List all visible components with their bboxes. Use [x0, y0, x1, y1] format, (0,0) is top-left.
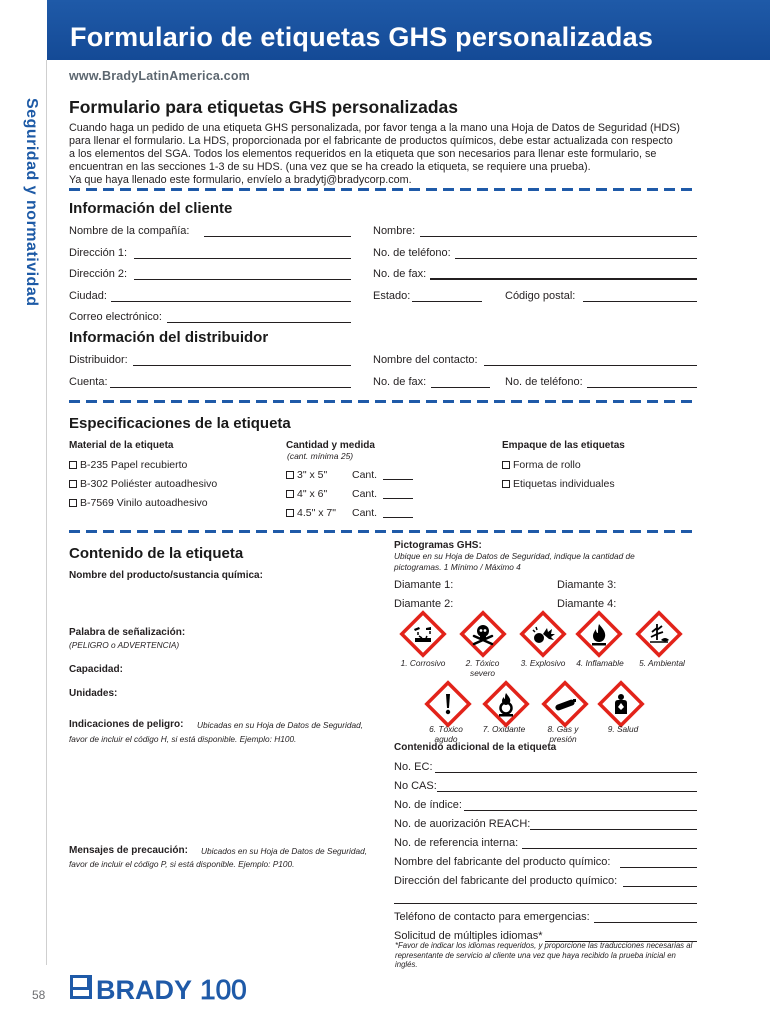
ec-label: No. EC: — [394, 761, 433, 773]
size-option-label: 3" x 5" — [297, 469, 328, 481]
diamond4-label[interactable]: Diamante 4: — [557, 598, 617, 610]
pictogram-caption: 3. Explosivo — [520, 658, 566, 668]
size-option[interactable] — [286, 507, 336, 519]
flame-icon[interactable] — [575, 610, 623, 658]
checkbox[interactable] — [502, 480, 510, 488]
signal-word-label: Palabra de señalización: — [69, 627, 186, 638]
account-label: Cuenta: — [69, 376, 108, 388]
pictograms-note: pictogramas. 1 Mínimo / Máximo 4 — [394, 562, 521, 572]
zip-field[interactable] — [583, 301, 697, 302]
section-divider — [69, 188, 697, 191]
intro-line: Cuando haga un pedido de una etiqueta GHS personalizada, por favor tenga a la mano una Hoja de Datos de Seguridad (HDS) — [69, 122, 681, 134]
environment-icon[interactable] — [635, 610, 683, 658]
fax-label: No. de fax: — [373, 268, 427, 280]
reference-label: No. de referencia interna: — [394, 837, 519, 849]
phone-label: No. de teléfono: — [373, 247, 451, 259]
distributor-label: Distribuidor: — [69, 354, 128, 366]
city-label: Ciudad: — [69, 290, 107, 302]
pictograms-note: Ubique en su Hoja de Datos de Seguridad, indique la cantidad de — [394, 551, 635, 561]
company-field[interactable] — [204, 236, 351, 237]
material-option-label: B-302 Poliéster autoadhesivo — [80, 478, 218, 490]
material-header: Material de la etiqueta — [69, 440, 174, 451]
contact-label: Nombre del contacto: — [373, 354, 478, 366]
material-option[interactable] — [69, 478, 217, 490]
page-number: 58 — [32, 988, 46, 1002]
skull-crossbones-icon[interactable] — [459, 610, 507, 658]
size-header: Cantidad y medida — [286, 440, 375, 451]
cas-label: No CAS: — [394, 780, 437, 792]
intro-line: a los elementos del SGA. Todos los elementos requeridos en la etiqueta que son necesarios para llenar este formulario, se — [69, 148, 657, 160]
email-label: Correo electrónico: — [69, 311, 162, 323]
form-title: Formulario para etiquetas GHS personalizadas — [69, 97, 458, 117]
manufacturer-address-field-2[interactable] — [394, 903, 697, 904]
packaging-option-label: Etiquetas individuales — [513, 478, 615, 490]
size-option[interactable] — [286, 469, 327, 481]
zip-label: Código postal: — [505, 290, 576, 302]
phone-field[interactable] — [455, 258, 697, 259]
size-option-label: 4.5" x 7" — [297, 507, 336, 519]
sidebar-divider — [46, 60, 47, 965]
size-option-label: 4" x 6" — [297, 488, 328, 500]
qty-label: Cant. — [352, 469, 378, 481]
fax-field[interactable] — [430, 278, 697, 280]
index-field[interactable] — [464, 810, 697, 811]
state-field[interactable] — [412, 301, 482, 302]
company-label: Nombre de la compañía: — [69, 225, 190, 237]
intro-line: Ya que haya llenado este formulario, envíelo a bradytj@bradycorp.com. — [69, 174, 412, 186]
precaution-label: Mensajes de precaución: — [69, 845, 188, 856]
distributor-info-title: Información del distribuidor — [69, 329, 269, 346]
index-label: No. de índice: — [394, 799, 462, 811]
distributor-phone-label: No. de teléfono: — [505, 376, 583, 388]
brand-anniversary: 100 — [200, 974, 247, 1005]
intro-line: encuentran en las secciones 1-3 de su HDS. (una vez que se ha creado la etiqueta, se requiere una prueba). — [69, 161, 591, 173]
packaging-header: Empaque de las etiquetas — [502, 440, 625, 451]
page-title: Formulario de etiquetas GHS personalizadas — [70, 22, 654, 52]
intro-paragraph — [69, 122, 694, 187]
sidebar-label: Seguridad y normatividad — [23, 98, 40, 307]
pictogram-caption: 8. Gas y presión — [547, 724, 579, 744]
pictograms-title: Pictogramas GHS: — [394, 540, 482, 551]
contact-field[interactable] — [484, 365, 697, 366]
website-link[interactable]: www.BradyLatinAmerica.com — [69, 69, 250, 83]
manufacturer-address-label: Dirección del fabricante del producto químico: — [394, 875, 618, 887]
address2-field[interactable] — [134, 279, 351, 280]
precaution-note: favor de incluir el código P, si está disponible. Ejemplo: P100. — [69, 859, 295, 869]
material-option[interactable] — [69, 459, 187, 471]
languages-footnote: *Favor de indicar los idiomas requeridos, y proporcione las traducciones necesarias al representante de servicio al cliente una vez que haya recibido la prueba inicial en inglés. — [395, 941, 693, 969]
pictogram-caption: 5. Ambiental — [639, 658, 685, 668]
exploding-bomb-icon[interactable] — [519, 610, 567, 658]
additional-content-title: Contenido adicional de la etiqueta — [394, 742, 557, 753]
qty-label: Cant. — [352, 488, 378, 500]
packaging-option[interactable] — [502, 478, 615, 490]
size-option[interactable] — [286, 488, 327, 500]
manufacturer-label: Nombre del fabricante del producto químico: — [394, 856, 611, 868]
customer-info-title: Información del cliente — [69, 200, 233, 217]
state-label: Estado: — [373, 290, 411, 302]
pictogram-caption: 9. Salud — [607, 724, 639, 734]
languages-label: Solicitud de múltiples idiomas* — [394, 930, 543, 942]
address1-field[interactable] — [134, 258, 351, 259]
health-hazard-icon[interactable] — [597, 680, 645, 728]
material-option-label: B-235 Papel recubierto — [80, 459, 188, 471]
city-field[interactable] — [111, 301, 351, 302]
capacity-label: Capacidad: — [69, 664, 123, 675]
emergency-field[interactable] — [594, 922, 697, 923]
address2-label: Dirección 2: — [69, 268, 128, 280]
reach-field[interactable] — [530, 829, 697, 830]
cas-field[interactable] — [437, 791, 697, 792]
checkbox[interactable] — [69, 499, 77, 507]
pictogram-caption: 6. Tóxico agudo — [429, 724, 463, 744]
reach-label: No. de auorización REACH: — [394, 818, 531, 830]
hazard-statements-note: Ubicadas en su Hoja de Datos de Seguridad, — [197, 720, 364, 730]
pictogram-caption: 2. Tóxico severo — [465, 658, 500, 678]
signal-word-note: (PELIGRO o ADVERTENCIA) — [69, 640, 180, 650]
size-note: (cant. mínima 25) — [287, 451, 354, 461]
product-name-label: Nombre del producto/sustancia química: — [69, 570, 263, 581]
name-field[interactable] — [420, 236, 697, 237]
checkbox[interactable] — [286, 509, 294, 517]
packaging-option-label: Forma de rollo — [513, 459, 581, 471]
qty-label: Cant. — [352, 507, 378, 519]
checkbox[interactable] — [69, 461, 77, 469]
diamond2-label[interactable]: Diamante 2: — [394, 598, 454, 610]
units-label: Unidades: — [69, 688, 118, 699]
address1-label: Dirección 1: — [69, 247, 128, 259]
qty-field[interactable] — [383, 479, 413, 480]
material-option[interactable] — [69, 497, 208, 509]
checkbox[interactable] — [69, 480, 77, 488]
reference-field[interactable] — [522, 848, 697, 849]
diamond1-label[interactable]: Diamante 1: — [394, 579, 454, 591]
gas-cylinder-icon[interactable] — [541, 680, 589, 728]
exclamation-icon[interactable] — [424, 680, 472, 728]
specs-title: Especificaciones de la etiqueta — [69, 415, 291, 432]
checkbox[interactable] — [286, 490, 294, 498]
distributor-phone-field[interactable] — [587, 387, 697, 388]
pictogram-caption: 4. Inflamable — [576, 658, 624, 668]
intro-line: para llenar el formulario. La HDS, proporcionada por el fabricante de productos químicos, debe estar actualizada con respecto — [69, 135, 673, 147]
hazard-statements-label: Indicaciones de peligro: — [69, 719, 184, 730]
precaution-note: Ubicados en su Hoja de Datos de Seguridad, — [201, 846, 368, 856]
account-field[interactable] — [110, 387, 351, 388]
material-option-label: B-7569 Vinilo autoadhesivo — [80, 497, 208, 509]
corrosive-icon[interactable] — [399, 610, 447, 658]
pictogram-caption: 1. Corrosivo — [400, 658, 446, 668]
checkbox[interactable] — [286, 471, 294, 479]
checkbox[interactable] — [502, 461, 510, 469]
distributor-fax-field[interactable] — [431, 387, 490, 388]
distributor-field[interactable] — [133, 365, 351, 366]
distributor-fax-label: No. de fax: — [373, 376, 427, 388]
email-field[interactable] — [167, 322, 351, 323]
pictogram-caption: 7. Oxidante — [482, 724, 526, 734]
emergency-label: Teléfono de contacto para emergencias: — [394, 911, 590, 923]
ec-field[interactable] — [435, 772, 697, 773]
brand-name: BRADY — [96, 975, 193, 1005]
packaging-option[interactable] — [502, 459, 581, 471]
name-label: Nombre: — [373, 225, 416, 237]
manufacturer-address-field[interactable] — [623, 886, 697, 887]
brady-100-logo — [68, 970, 258, 1008]
hazard-statements-note: favor de incluir el código H, si está disponible. Ejemplo: H100. — [69, 734, 297, 744]
section-divider — [69, 400, 697, 403]
flame-over-circle-icon[interactable] — [482, 680, 530, 728]
qty-field[interactable] — [383, 517, 413, 518]
diamond3-label[interactable]: Diamante 3: — [557, 579, 617, 591]
qty-field[interactable] — [383, 498, 413, 499]
manufacturer-field[interactable] — [620, 867, 697, 868]
section-divider — [69, 530, 697, 533]
content-title: Contenido de la etiqueta — [69, 545, 244, 562]
